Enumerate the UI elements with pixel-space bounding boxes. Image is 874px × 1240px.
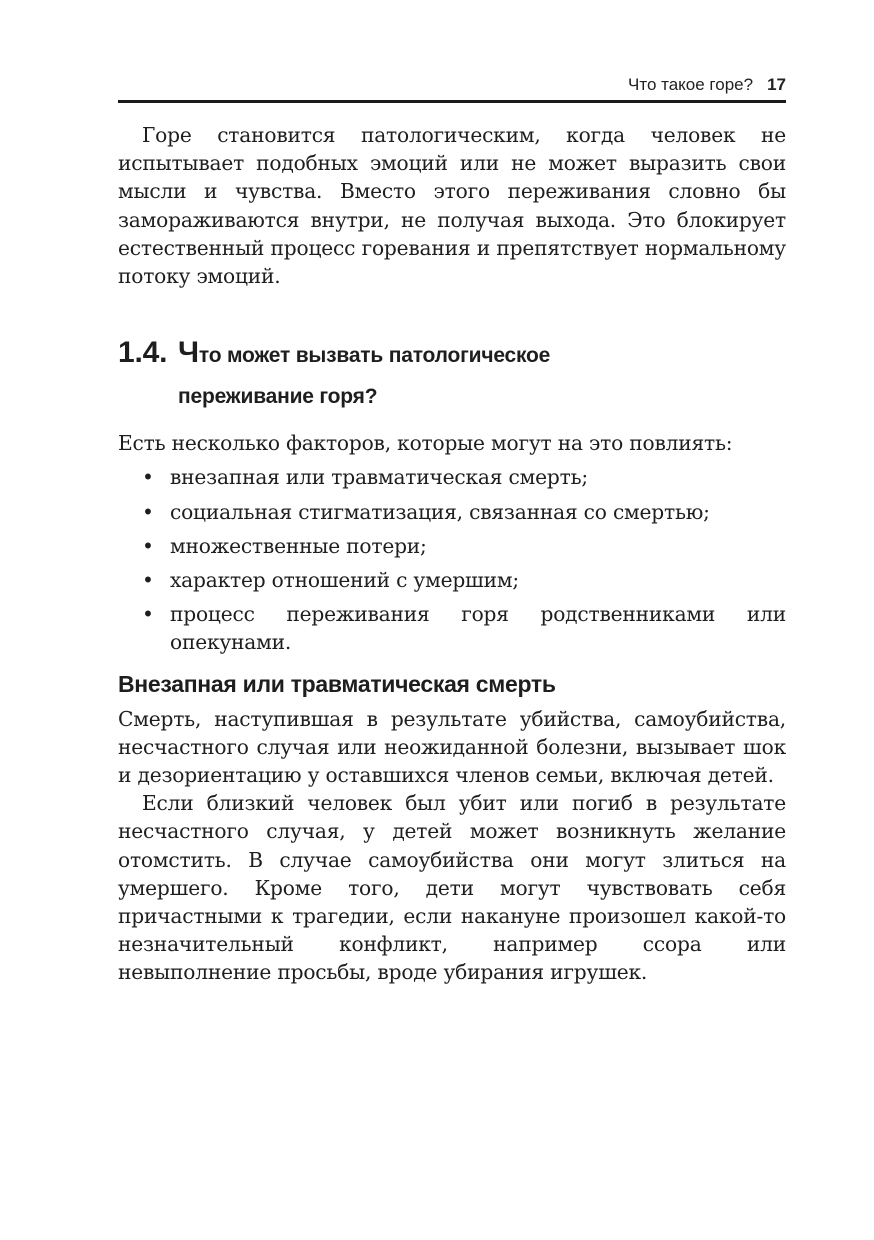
list-item-text: процесс переживания горя родственниками или опекунами. xyxy=(170,602,786,655)
opening-paragraph: Горе становится патологическим, когда человек не испытывает подобных эмоций или не может выразить свои мысли и чувства. Вместо этого переживания словно бы замораживаются внутри, не получая выхода. Это блокирует естественный процесс горевания и препятствует нормальному потоку эмоций. xyxy=(118,123,786,289)
section-heading xyxy=(118,333,786,417)
list-item xyxy=(118,463,786,491)
running-header xyxy=(118,70,786,103)
subsection-paragraph-1: Смерть, наступившая в результате убийства, самоубийства, несчастного случая или неожиданной болезни, вызывает шок и дезориентацию у оставшихся членов семьи, включая детей. xyxy=(118,706,786,788)
factors-list xyxy=(118,463,786,656)
bullet-icon: • xyxy=(142,499,154,524)
bullet-icon: • xyxy=(142,602,154,627)
list-item xyxy=(118,532,786,560)
section-title xyxy=(178,333,550,417)
bullet-icon: • xyxy=(142,568,154,593)
list-item xyxy=(118,566,786,594)
running-title: Что такое горе? xyxy=(628,75,754,94)
section-title-line2: переживание горя? xyxy=(178,385,378,409)
factors-intro: Есть несколько факторов, которые могут на это повлиять: xyxy=(118,431,733,456)
section-title-line2-wrap xyxy=(178,376,550,417)
page-number: 17 xyxy=(767,75,786,94)
page-body xyxy=(118,121,786,987)
list-item xyxy=(118,600,786,656)
section-title-initial: Ч xyxy=(178,336,199,370)
list-item-text: множественные потери; xyxy=(170,533,427,558)
section-title-line1: то может вызвать патологическое xyxy=(198,344,551,368)
bullet-icon: • xyxy=(142,465,154,490)
list-item xyxy=(118,498,786,526)
list-item-text: социальная стигматизация, связанная со смертью; xyxy=(170,499,710,524)
section-number: 1.4. xyxy=(118,336,168,370)
list-item-text: внезапная или травматическая смерть; xyxy=(170,465,588,490)
subsection-paragraph-2: Если близкий человек был убит или погиб в результате несчастного случая, у детей может возникнуть желание отомстить. В случае самоубийства они могут злиться на умершего. Кроме того, дети могут чувствовать себя причастными к трагедии, если накануне произошел какой-то незначительный конфликт, например ссора или невыполнение просьбы, вроде убирания игрушек. xyxy=(118,791,786,985)
list-item-text: характер отношений с умершим; xyxy=(170,568,519,593)
bullet-icon: • xyxy=(142,533,154,558)
subsection-heading: Внезапная или травматическая смерть xyxy=(118,670,556,697)
